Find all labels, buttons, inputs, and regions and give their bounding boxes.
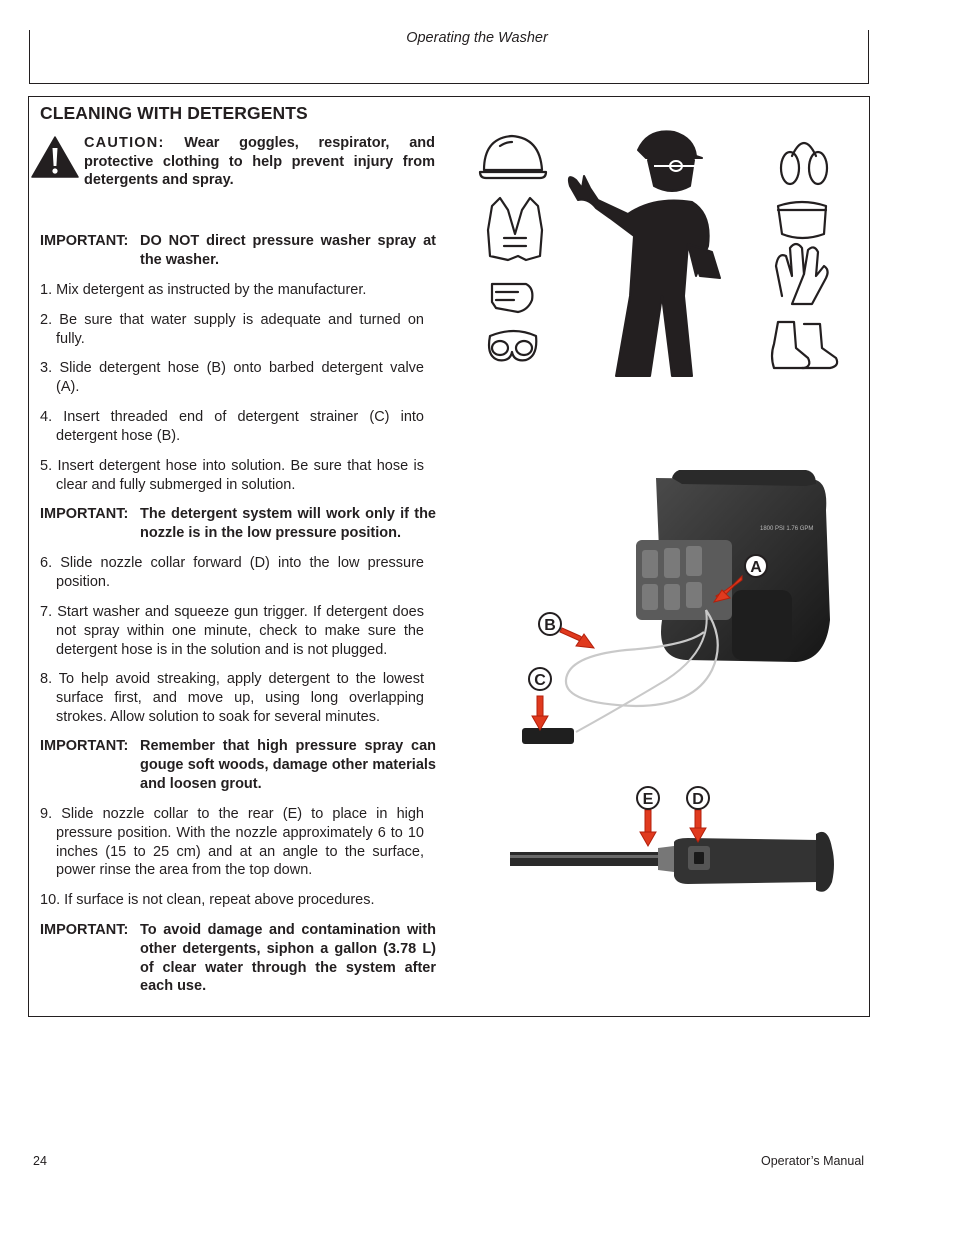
callout-b-label: B (544, 617, 556, 634)
hard-hat-icon (480, 136, 546, 178)
step-6: 6. Slide nozzle collar forward (D) into the low pressure position. (40, 555, 424, 590)
face-shield-icon (778, 202, 826, 238)
callout-arrow-d (690, 810, 706, 842)
step-10: 10. If surface is not clean, repeat above procedures. (40, 892, 375, 908)
callout-b (539, 613, 561, 635)
wand-tube (510, 852, 660, 866)
step-1: 1. Mix detergent as instructed by the manufacturer. (40, 282, 367, 298)
ear-muffs-icon (781, 143, 827, 184)
wand-tube-highlight (510, 855, 660, 858)
gloves-icon (776, 244, 828, 304)
step-3: 3. Slide detergent hose (B) onto barbed detergent valve (A). (40, 360, 424, 395)
important-text: DO NOT direct pressure washer spray at the washer. (140, 233, 436, 268)
step-8: 8. To help avoid streaking, apply detergent to the lowest surface first, and move up, using long overlapping strokes. Allow solution to soak for several minutes. (40, 671, 424, 725)
important-label: IMPORTANT: (40, 922, 129, 938)
important-note (40, 921, 436, 996)
caution-label: CAUTION: (84, 135, 165, 151)
callout-d-label: D (692, 791, 704, 808)
callout-e (637, 787, 659, 809)
callout-arrow-a (714, 576, 742, 602)
important-label: IMPORTANT: (40, 233, 129, 249)
important-text: To avoid damage and contamination with other detergents, siphon a gallon (3.78 L) of clear water through the system after each use. (140, 922, 436, 995)
pump-handle (672, 470, 816, 486)
caution-statement (84, 134, 435, 190)
callout-arrows-pump (520, 540, 780, 750)
warning-triangle-icon (31, 136, 79, 178)
callout-arrow-c (532, 696, 548, 730)
callout-e-label: E (642, 791, 654, 808)
callout-c (529, 668, 551, 690)
worker-silhouette (569, 131, 720, 376)
step-9: 9. Slide nozzle collar to the rear (E) to place in high pressure position. With the nozzle approximately 6 to 10 inches (15 to 25 cm) and at an angle to the surface, power rinse the area from the top down. (40, 806, 424, 879)
page-number: 24 (33, 1154, 47, 1168)
important-label: IMPORTANT: (40, 506, 129, 522)
pump-spec-label: 1800 PSI 1.76 GPM (760, 526, 814, 532)
caution-text: Wear goggles, respirator, and protective clothing to help prevent injury from detergents and spray. (84, 135, 435, 188)
safety-boots-icon (772, 322, 837, 368)
step-5: 5. Insert detergent hose into solution. Be sure that hose is clear and fully submerged in solution. (40, 458, 424, 493)
callout-a (745, 555, 767, 577)
callout-arrow-e (640, 810, 656, 846)
callout-arrow-b (560, 628, 594, 648)
important-text: Remember that high pressure spray can gouge soft woods, damage other materials and loosen grout. (140, 738, 436, 792)
step-2: 2. Be sure that water supply is adequate and turned on fully. (40, 312, 424, 347)
spray-wand-illustration (508, 786, 852, 896)
important-note (40, 232, 436, 270)
callout-d (687, 787, 709, 809)
running-header: Operating the Washer (406, 30, 548, 46)
callout-c-label: C (534, 672, 546, 689)
wand-grip-flange (816, 832, 834, 892)
step-4: 4. Insert threaded end of detergent strainer (C) into detergent hose (B). (40, 409, 424, 444)
important-note (40, 505, 436, 543)
wand-connector (658, 846, 674, 872)
goggles-icon (489, 331, 536, 360)
important-note (40, 737, 436, 793)
safety-gear-illustration (478, 126, 848, 382)
callout-a-label: A (750, 559, 762, 576)
safety-vest-icon (488, 198, 542, 260)
important-label: IMPORTANT: (40, 738, 129, 754)
section-title: CLEANING WITH DETERGENTS (40, 103, 308, 123)
step-7: 7. Start washer and squeeze gun trigger. If detergent does not spray within one minute, check to make sure the detergent hose is in the solution and is not plugged. (40, 604, 424, 658)
manual-title: Operator’s Manual (761, 1154, 865, 1168)
important-text: The detergent system will work only if the nozzle is in the low pressure position. (140, 506, 436, 541)
respirator-icon (492, 284, 532, 312)
